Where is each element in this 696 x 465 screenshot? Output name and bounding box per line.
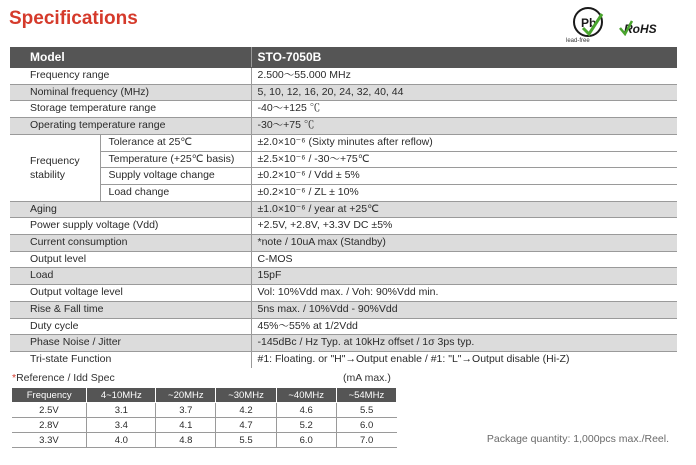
specifications-table: [10, 47, 677, 368]
idd-cell: 4.0: [87, 433, 156, 448]
row-label: Temperature (+25℃ basis): [100, 151, 251, 168]
table-row: [10, 335, 677, 352]
row-value: 5ns max. / 10%Vdd - 90%Vdd: [251, 301, 677, 318]
idd-cell: 6.0: [336, 418, 396, 433]
row-label: Aging: [10, 201, 251, 218]
row-value: -30～+75 ℃: [251, 118, 677, 135]
idd-cell: 5.5: [216, 433, 276, 448]
row-value: ±0.2×10⁻⁶ / Vdd ± 5%: [251, 168, 677, 185]
model-value: STO-7050B: [251, 47, 677, 68]
idd-cell: 2.8V: [12, 418, 87, 433]
table-row: [10, 351, 677, 367]
idd-cell: 5.2: [276, 418, 336, 433]
reference-title: [12, 372, 115, 384]
idd-cell: 4.7: [216, 418, 276, 433]
col-header: ~54MHz: [336, 388, 396, 403]
row-label: Rise & Fall time: [10, 301, 251, 318]
page-title: Specifications: [9, 8, 138, 29]
idd-row: [12, 418, 397, 433]
lead-free-label: lead-free: [566, 38, 590, 44]
idd-cell: 5.5: [336, 403, 396, 418]
table-row: [10, 168, 677, 185]
row-value: *note / 10uA max (Standby): [251, 235, 677, 252]
idd-header-row: [12, 388, 397, 403]
col-header: ~30MHz: [216, 388, 276, 403]
reference-unit: (mA max.): [343, 372, 391, 384]
row-label: Tolerance at 25℃: [100, 134, 251, 151]
row-value: ±1.0×10⁻⁶ / year at +25℃: [251, 201, 677, 218]
row-label: Storage temperature range: [10, 101, 251, 118]
idd-cell: 4.2: [216, 403, 276, 418]
row-label: Supply voltage change: [100, 168, 251, 185]
idd-cell: 4.1: [156, 418, 216, 433]
idd-cell: 3.3V: [12, 433, 87, 448]
group-label-line2: stability: [30, 168, 66, 181]
row-value: -40～+125 ℃: [251, 101, 677, 118]
row-label: Nominal frequency (MHz): [10, 84, 251, 101]
table-row: [10, 118, 677, 135]
reference-title-text: Reference / Idd Spec: [16, 372, 115, 384]
idd-cell: 3.4: [87, 418, 156, 433]
row-value: -145dBc / Hz Typ. at 10kHz offset / 1σ 3ps typ.: [251, 335, 677, 352]
row-value: C-MOS: [251, 251, 677, 268]
table-row: [10, 251, 677, 268]
table-row: [10, 151, 677, 168]
reference-star: *: [12, 372, 17, 384]
row-value: +2.5V, +2.8V, +3.3V DC ±5%: [251, 218, 677, 235]
table-row: [10, 68, 677, 85]
idd-cell: 6.0: [276, 433, 336, 448]
table-row: [10, 201, 677, 218]
row-value: ±2.0×10⁻⁶ (Sixty minutes after reflow): [251, 134, 677, 151]
idd-row: [12, 403, 397, 418]
table-row: [10, 184, 677, 201]
table-row: [10, 134, 677, 151]
rohs-check-icon: [619, 20, 633, 36]
table-row: [10, 101, 677, 118]
table-header-row: [10, 47, 677, 68]
col-header: 4~10MHz: [87, 388, 156, 403]
row-label: Load: [10, 268, 251, 285]
row-label: Load change: [100, 184, 251, 201]
row-value: ±0.2×10⁻⁶ / ZL ± 10%: [251, 184, 677, 201]
table-row: [10, 301, 677, 318]
frequency-stability-label: [10, 134, 100, 201]
col-header: Frequency: [12, 388, 87, 403]
row-label: Power supply voltage (Vdd): [10, 218, 251, 235]
package-quantity-note: Package quantity: 1,000pcs max./Reel.: [486, 433, 669, 445]
idd-cell: 7.0: [336, 433, 396, 448]
row-label: Output level: [10, 251, 251, 268]
svg-text:Pb: Pb: [581, 16, 597, 30]
row-value: 5, 10, 12, 16, 20, 24, 32, 40, 44: [251, 84, 677, 101]
group-label-line1: Frequency: [30, 154, 80, 167]
lead-free-logo: [572, 6, 604, 38]
col-header: ~40MHz: [276, 388, 336, 403]
table-row: [10, 285, 677, 302]
idd-cell: 2.5V: [12, 403, 87, 418]
row-value: 15pF: [251, 268, 677, 285]
idd-cell: 4.8: [156, 433, 216, 448]
table-row: [10, 318, 677, 335]
rohs-logo: RoHS: [624, 22, 657, 36]
row-value: #1: Floating. or "H"→Output enable / #1: "L"→Output disable (Hi-Z): [257, 352, 570, 365]
row-label: Operating temperature range: [10, 118, 251, 135]
idd-cell: 4.6: [276, 403, 336, 418]
row-label: Current consumption: [10, 235, 251, 252]
idd-row: [12, 433, 397, 448]
row-label: Phase Noise / Jitter: [10, 335, 251, 352]
row-label: Tri-state Function: [10, 351, 251, 367]
row-label: Output voltage level: [10, 285, 251, 302]
idd-cell: 3.1: [87, 403, 156, 418]
idd-spec-table: [11, 387, 397, 448]
table-row: [10, 235, 677, 252]
table-row: [10, 218, 677, 235]
row-value: Vol: 10%Vdd max. / Voh: 90%Vdd min.: [251, 285, 677, 302]
idd-cell: 3.7: [156, 403, 216, 418]
table-row: [10, 268, 677, 285]
table-row: [10, 84, 677, 101]
row-value: 2.500～55.000 MHz: [251, 68, 677, 85]
row-value: 45%～55% at 1/2Vdd: [251, 318, 677, 335]
model-label: Model: [10, 47, 251, 68]
col-header: ~20MHz: [156, 388, 216, 403]
row-label: Duty cycle: [10, 318, 251, 335]
row-value: ±2.5×10⁻⁶ / -30～+75℃: [251, 151, 677, 168]
row-label: Frequency range: [10, 68, 251, 85]
